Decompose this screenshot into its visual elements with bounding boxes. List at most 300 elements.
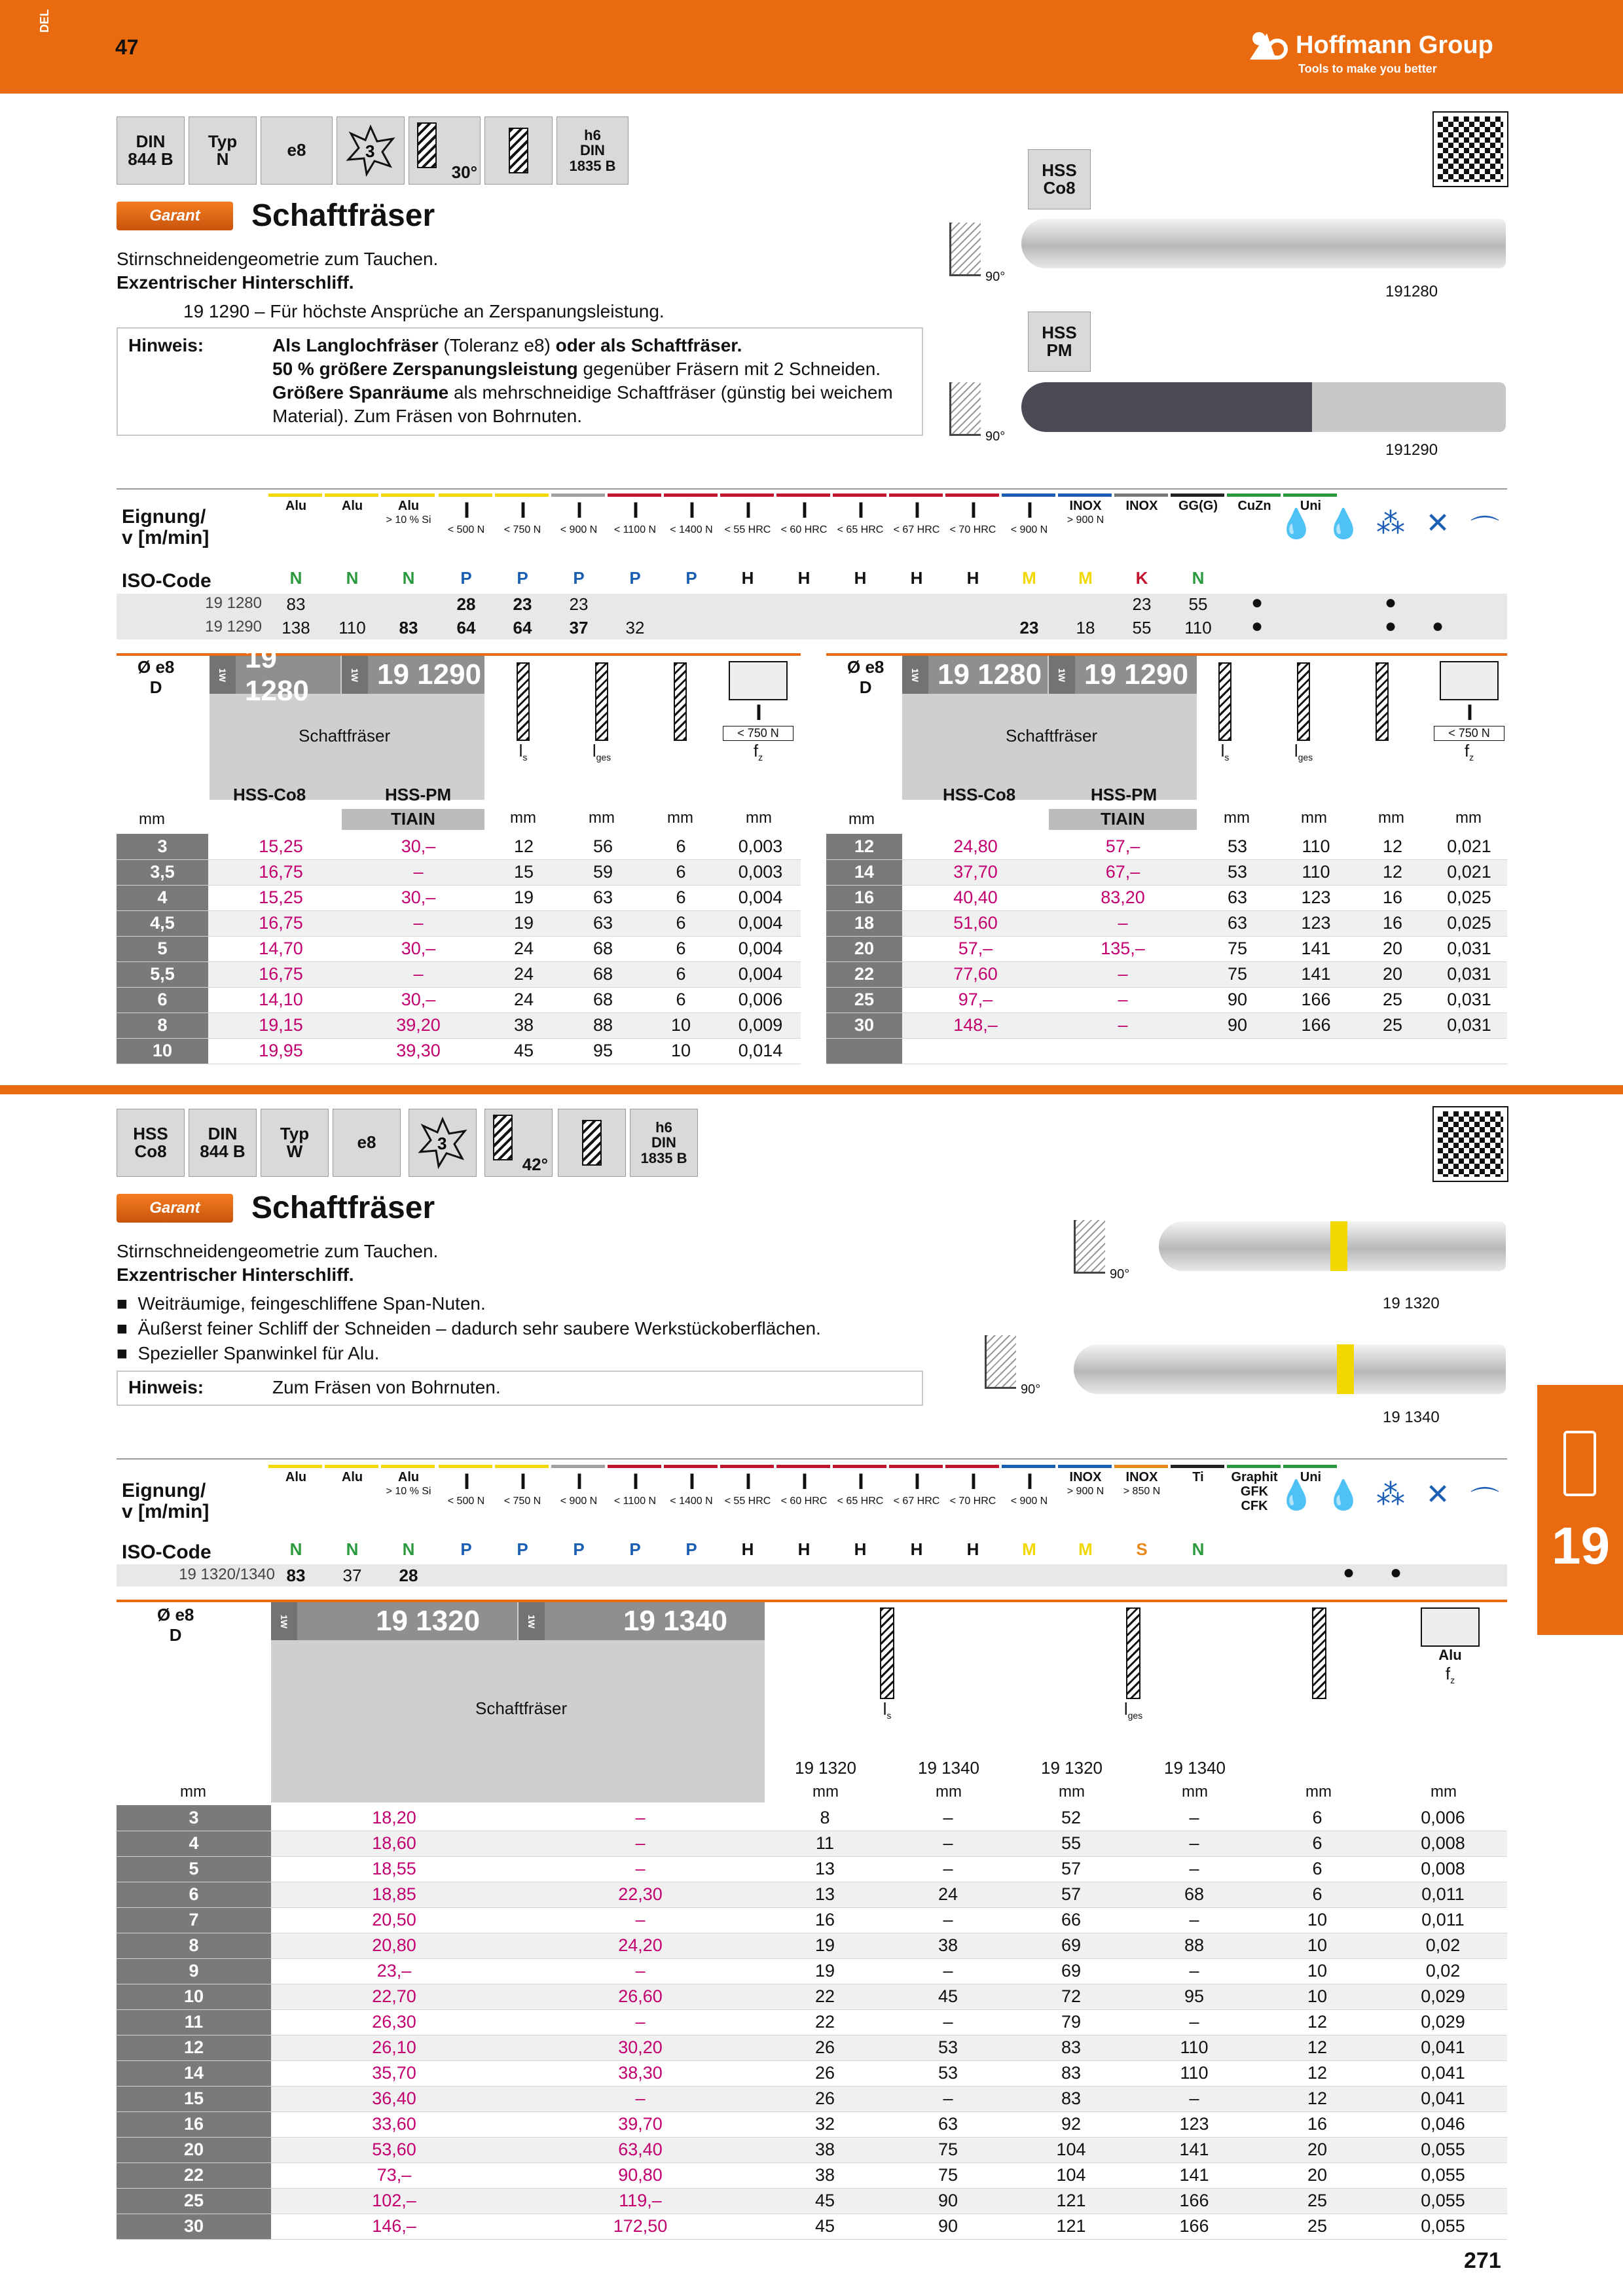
iso-code: N bbox=[402, 1539, 415, 1559]
material-column-header: INOX > 850 N bbox=[1123, 1470, 1161, 1497]
desc-line-2: Exzentrischer Hinterschliff. bbox=[117, 272, 354, 293]
material-column-header: I < 70 HRC bbox=[949, 1469, 996, 1507]
hoffmann-logo-icon bbox=[1247, 29, 1289, 61]
note-line-1: Als Langlochfräser (Toleranz e8) oder als Schaftfräser. bbox=[272, 335, 742, 355]
badge-flutes bbox=[337, 117, 405, 185]
col-tiain: TIAIN bbox=[1049, 809, 1197, 830]
angle-90-icon: 90° bbox=[949, 223, 981, 276]
material-column-header: I < 60 HRC bbox=[780, 498, 828, 536]
material-column-header: I < 67 HRC bbox=[893, 1469, 940, 1507]
speed-value: 138 bbox=[282, 618, 310, 637]
suitability-dot: ● bbox=[1250, 615, 1264, 637]
material-column-header: Alu bbox=[285, 1470, 307, 1484]
subheader-schaftfraeser: Schaftfräser bbox=[299, 726, 391, 745]
material-column-header: I < 1100 N bbox=[613, 1469, 657, 1507]
material-color-bar bbox=[1058, 1465, 1112, 1468]
iso-code: P bbox=[629, 568, 641, 588]
table-row: 25 97,– – 90 166 25 0,031 bbox=[826, 987, 1507, 1013]
data-table-right bbox=[826, 834, 1507, 1064]
speed-value: 37 bbox=[342, 1566, 362, 1585]
table-row: 22 73,– 90,80 38 75 104 141 20 0,055 bbox=[117, 2162, 1507, 2188]
suitability-dot: ● bbox=[1250, 592, 1264, 613]
dc-label-left: Ø e8 D bbox=[137, 657, 175, 698]
svg-text:3: 3 bbox=[437, 1134, 447, 1153]
dc-label-2: Ø e8 D bbox=[157, 1605, 194, 1645]
page-number-right: 271 bbox=[1464, 2248, 1501, 2273]
material-color-bar bbox=[1171, 493, 1224, 497]
badge-din: DIN 844 B bbox=[117, 117, 185, 185]
badge-plunge bbox=[484, 117, 553, 185]
material-column-header: INOX > 900 N bbox=[1067, 499, 1104, 526]
material-color-bar bbox=[551, 493, 605, 497]
speed-value: 83 bbox=[399, 618, 418, 637]
speed-value: 83 bbox=[286, 594, 306, 614]
col-hss-pm: HSS-PM bbox=[385, 785, 452, 804]
mql-icon: ⌒ bbox=[1470, 1486, 1499, 1518]
unit-mm: mm bbox=[667, 809, 693, 827]
material-column-header: GG(G) bbox=[1178, 499, 1218, 513]
l3-icon: $l_s$ bbox=[1189, 662, 1261, 762]
helix-angle: 30° bbox=[451, 162, 477, 182]
material-color-bar bbox=[551, 1465, 605, 1468]
unit-mm: mm bbox=[812, 1783, 839, 1801]
iso-code: H bbox=[741, 1539, 754, 1559]
eignung-label: Eignung/ v [m/min] bbox=[122, 506, 210, 548]
unit-mm: mm bbox=[1224, 809, 1250, 827]
material-color-bar bbox=[268, 1465, 322, 1468]
material-color-bar bbox=[1002, 1465, 1055, 1468]
lges-icon: $l_{ges}$ bbox=[566, 662, 638, 762]
l3-icon: $l_s$ bbox=[851, 1607, 923, 1721]
material-column-header: I < 500 N bbox=[447, 1469, 485, 1507]
subcol-header: 19 1320 bbox=[795, 1758, 856, 1778]
iso-code: K bbox=[1135, 568, 1148, 588]
material-color-bar bbox=[1114, 493, 1168, 497]
material-column-header: Ti bbox=[1192, 1470, 1204, 1484]
l3-icon: $l_s$ bbox=[487, 662, 559, 762]
table-row: 5 18,55 – 13 – 57 – 6 0,008 bbox=[117, 1856, 1507, 1882]
unit-mm: mm bbox=[1431, 1783, 1457, 1801]
subcol-header: 19 1340 bbox=[918, 1758, 979, 1778]
iso-code: H bbox=[854, 1539, 867, 1559]
material-column-header: I < 900 N bbox=[560, 1469, 598, 1507]
qr-code-icon[interactable] bbox=[1434, 113, 1507, 186]
tool3-code: 19 1320 bbox=[1383, 1295, 1440, 1312]
material-column-header: I < 67 HRC bbox=[893, 498, 940, 536]
section1-title: Schaftfräser bbox=[251, 198, 435, 233]
iso-code: N bbox=[1192, 568, 1205, 588]
iso-code: H bbox=[741, 568, 754, 588]
section-divider bbox=[0, 1085, 1623, 1094]
language-code: DEL bbox=[38, 9, 51, 33]
material-column-header: INOX > 900 N bbox=[1067, 1470, 1104, 1497]
fz-alu-icon: Alu $f_z$ bbox=[1414, 1607, 1486, 1685]
material-color-bar bbox=[664, 493, 718, 497]
iso-code: P bbox=[685, 568, 697, 588]
speed-value: 64 bbox=[456, 618, 476, 637]
table-row: 22 77,60 – 75 141 20 0,031 bbox=[826, 961, 1507, 987]
iso-code: H bbox=[910, 568, 923, 588]
note-text: Zum Fräsen von Bohrnuten. bbox=[272, 1377, 501, 1397]
chapter-number: 19 bbox=[1552, 1516, 1610, 1575]
brand-logo bbox=[1247, 29, 1493, 61]
material-color-bar bbox=[945, 1465, 999, 1468]
qr-code-icon[interactable] bbox=[1434, 1107, 1507, 1181]
material-color-bar bbox=[268, 493, 322, 497]
unit-mm: mm bbox=[746, 809, 772, 827]
iso-code: P bbox=[517, 1539, 528, 1559]
bullet-1: ■ Weiträumige, feingeschliffene Span-Nuten. bbox=[117, 1293, 486, 1314]
material-column-header: Alu bbox=[341, 499, 363, 513]
table-row: 4,5 16,75 – 19 63 6 0,004 bbox=[117, 910, 801, 936]
material-color-bar bbox=[439, 1465, 492, 1468]
material-color-bar bbox=[1002, 493, 1055, 497]
material-color-bar bbox=[381, 1465, 435, 1468]
material-column-header: I < 900 N bbox=[1010, 498, 1048, 536]
table-row: 20 57,– 135,– 75 141 20 0,031 bbox=[826, 936, 1507, 961]
table-row: 6 18,85 22,30 13 24 57 68 6 0,011 bbox=[117, 1882, 1507, 1907]
material-color-bar bbox=[664, 1465, 718, 1468]
eignung-row-code: 19 1290 bbox=[205, 618, 262, 636]
note-label: Hinweis: bbox=[128, 335, 204, 355]
subheader-schaftfraeser-2: Schaftfräser bbox=[475, 1698, 568, 1718]
cutting-length-icon bbox=[1346, 662, 1418, 741]
header-191320: 1W 19 1320 bbox=[271, 1602, 517, 1640]
table-row bbox=[826, 1038, 1507, 1064]
material-column-header: I < 1400 N bbox=[670, 1469, 713, 1507]
speed-value: 28 bbox=[399, 1566, 418, 1585]
badge-4 bbox=[409, 1109, 477, 1177]
data-table-left bbox=[117, 834, 801, 1064]
badge-2: Typ W bbox=[261, 1109, 329, 1177]
material-column-header: Alu > 10 % Si bbox=[386, 499, 431, 526]
tool-image-191320 bbox=[1159, 1221, 1506, 1271]
suitability-dot: ● bbox=[1384, 592, 1397, 613]
table-row: 16 40,40 83,20 63 123 16 0,025 bbox=[826, 885, 1507, 910]
tool1-material-badge: HSS Co8 bbox=[1028, 149, 1091, 209]
speed-value: 83 bbox=[286, 1566, 306, 1585]
table-row: 12 24,80 57,– 53 110 12 0,021 bbox=[826, 834, 1507, 859]
drill-icon bbox=[1563, 1431, 1596, 1496]
material-column-header: Alu > 10 % Si bbox=[386, 1470, 431, 1497]
col-hss-co8: HSS-Co8 bbox=[233, 785, 306, 804]
chapter-tab[interactable] bbox=[1537, 1385, 1623, 1635]
subcol-header: 19 1320 bbox=[1041, 1758, 1103, 1778]
iso-code: H bbox=[966, 568, 979, 588]
table-row: 15 36,40 – 26 – 83 – 12 0,041 bbox=[117, 2086, 1507, 2111]
material-color-bar bbox=[1058, 493, 1112, 497]
material-column-header: CuZn bbox=[1237, 499, 1271, 513]
header-191290: 1W 19 1290 bbox=[342, 656, 484, 694]
material-color-bar bbox=[1283, 1465, 1337, 1468]
bullet-3: ■ Spezieller Spanwinkel für Alu. bbox=[117, 1343, 380, 1363]
speed-value: 37 bbox=[569, 618, 589, 637]
tool-image-191340 bbox=[1074, 1344, 1506, 1394]
speed-value: 23 bbox=[513, 594, 532, 614]
dry-icon: ✕ bbox=[1425, 507, 1450, 539]
unit-mm: mm bbox=[1378, 809, 1404, 827]
iso-code: N bbox=[289, 568, 302, 588]
table-row: 4 15,25 30,– 19 63 6 0,004 bbox=[117, 885, 801, 910]
table-row: 8 19,15 39,20 38 88 10 0,009 bbox=[117, 1013, 801, 1038]
iso-code: P bbox=[629, 1539, 641, 1559]
eignung-row-code: 19 1320/1340 bbox=[179, 1566, 275, 1583]
material-color-bar bbox=[495, 1465, 549, 1468]
material-color-bar bbox=[776, 493, 830, 497]
coolant-drop-icon: 💧 bbox=[1278, 1479, 1315, 1511]
unit-mm: mm bbox=[1301, 809, 1327, 827]
material-column-header: Alu bbox=[341, 1470, 363, 1484]
badge-0: HSS Co8 bbox=[117, 1109, 185, 1177]
note-box bbox=[117, 327, 923, 436]
speed-value: 55 bbox=[1132, 618, 1152, 637]
material-color-bar bbox=[833, 493, 886, 497]
col-hss-co8: HSS-Co8 bbox=[943, 785, 1016, 804]
material-column-header: Graphit GFK CFK bbox=[1231, 1470, 1278, 1513]
badge-5: 42° bbox=[484, 1109, 553, 1177]
tool2-material-badge: HSS PM bbox=[1028, 312, 1091, 372]
subcol-header: 19 1340 bbox=[1164, 1758, 1226, 1778]
material-column-header: Uni bbox=[1300, 1470, 1322, 1484]
eignung-label-2: Eignung/ v [m/min] bbox=[122, 1480, 210, 1522]
table-row: 4 18,60 – 11 – 55 – 6 0,008 bbox=[117, 1831, 1507, 1856]
spray-icon: ⁂ bbox=[1376, 1479, 1405, 1511]
tool4-code: 19 1340 bbox=[1383, 1408, 1440, 1426]
iso-code: N bbox=[1192, 1539, 1205, 1559]
speed-value: 110 bbox=[1184, 618, 1212, 637]
iso-code: S bbox=[1136, 1539, 1148, 1559]
table-row: 30 146,– 172,50 45 90 121 166 25 0,055 bbox=[117, 2214, 1507, 2239]
iso-code-label-2: ISO-Code bbox=[122, 1541, 211, 1563]
section2-title: Schaftfräser bbox=[251, 1191, 435, 1225]
col-hss-pm: HSS-PM bbox=[1091, 785, 1158, 804]
dc-label-right: Ø e8 D bbox=[847, 657, 884, 698]
iso-code: N bbox=[402, 568, 415, 588]
header-191290-right: 1W 19 1290 bbox=[1049, 656, 1197, 694]
emulsion-drop-icon: 💧 bbox=[1325, 508, 1362, 540]
iso-code: P bbox=[573, 1539, 585, 1559]
speed-value: 28 bbox=[456, 594, 476, 614]
iso-code: N bbox=[289, 1539, 302, 1559]
material-color-bar bbox=[608, 493, 661, 497]
note-line-2: 50 % größere Zerspanungsleistung gegenüber Fräsern mit 2 Schneiden. bbox=[272, 359, 881, 379]
material-color-bar bbox=[1114, 1465, 1168, 1468]
fz-icon: I < 750 N $f_z$ bbox=[723, 661, 793, 762]
unit-mm: mm bbox=[936, 1783, 962, 1801]
speed-value: 55 bbox=[1188, 594, 1208, 614]
badge-helix bbox=[409, 117, 481, 185]
iso-code: M bbox=[1078, 1539, 1093, 1559]
tool2-code: 191290 bbox=[1385, 441, 1438, 459]
iso-code: P bbox=[460, 1539, 472, 1559]
badge-type: Typ N bbox=[189, 117, 257, 185]
table-row: 11 26,30 – 22 – 79 – 12 0,029 bbox=[117, 2009, 1507, 2035]
table-row: 10 19,95 39,30 45 95 10 0,014 bbox=[117, 1038, 801, 1064]
table-row: 5,5 16,75 – 24 68 6 0,004 bbox=[117, 961, 801, 987]
table-row: 9 23,– – 19 – 69 – 10 0,02 bbox=[117, 1958, 1507, 1984]
material-column-header: I < 1400 N bbox=[670, 498, 713, 536]
note-box-2 bbox=[117, 1371, 923, 1406]
speed-value: 23 bbox=[1132, 594, 1152, 614]
note-line-4: Material). Zum Fräsen von Bohrnuten. bbox=[272, 406, 583, 426]
coolant-drop-icon: 💧 bbox=[1278, 508, 1315, 540]
suitability-dot: ● bbox=[1342, 1562, 1355, 1583]
tool1-code: 191280 bbox=[1385, 283, 1438, 300]
mm-label: mm bbox=[139, 810, 165, 828]
unit-mm: mm bbox=[1182, 1783, 1208, 1801]
iso-code: M bbox=[1022, 1539, 1036, 1559]
material-color-bar bbox=[720, 493, 774, 497]
tool-image-191280 bbox=[1021, 219, 1506, 268]
desc-line-3: 19 1290 – Für höchste Ansprüche an Zerspanungsleistung. bbox=[183, 301, 665, 321]
garant-logo: Garant bbox=[117, 202, 233, 230]
material-color-bar bbox=[495, 493, 549, 497]
iso-code: P bbox=[573, 568, 585, 588]
eignung-row-code: 19 1280 bbox=[205, 594, 262, 612]
iso-code: N bbox=[346, 1539, 359, 1559]
table-row: 30 148,– – 90 166 25 0,031 bbox=[826, 1013, 1507, 1038]
material-column-header: Uni bbox=[1300, 499, 1322, 513]
suitability-dot: ● bbox=[1389, 1562, 1402, 1583]
badge-6: h6 DIN 1835 B bbox=[630, 1109, 698, 1177]
table-row: 5 14,70 30,– 24 68 6 0,004 bbox=[117, 936, 801, 961]
brand-tagline: Tools to make you better bbox=[1298, 62, 1437, 75]
helix-icon bbox=[493, 1115, 513, 1160]
iso-code: H bbox=[797, 568, 811, 588]
table-row: 10 22,70 26,60 22 45 72 95 10 0,029 bbox=[117, 1984, 1507, 2009]
data-table-2 bbox=[117, 1805, 1507, 2240]
iso-code-label: ISO-Code bbox=[122, 570, 211, 592]
material-color-bar bbox=[776, 1465, 830, 1468]
angle-90-icon: 90° bbox=[1074, 1220, 1105, 1274]
badge-tolerance: e8 bbox=[261, 117, 333, 185]
speed-value: 18 bbox=[1076, 618, 1095, 637]
material-color-bar bbox=[889, 493, 943, 497]
plunge-icon bbox=[509, 128, 528, 173]
table-row: 14 35,70 38,30 26 53 83 110 12 0,041 bbox=[117, 2060, 1507, 2086]
mm-label: mm bbox=[848, 810, 875, 828]
plunge-icon bbox=[558, 1109, 626, 1177]
material-column-header: I < 65 HRC bbox=[837, 498, 884, 536]
material-column-header: I < 55 HRC bbox=[724, 498, 771, 536]
iso-code: M bbox=[1022, 568, 1036, 588]
material-column-header: I < 65 HRC bbox=[837, 1469, 884, 1507]
header-191340: 1W 19 1340 bbox=[519, 1602, 765, 1640]
iso-code: H bbox=[910, 1539, 923, 1559]
material-color-bar bbox=[833, 1465, 886, 1468]
material-column-header: I < 900 N bbox=[1010, 1469, 1048, 1507]
material-column-header: I < 60 HRC bbox=[780, 1469, 828, 1507]
page-number-left: 47 bbox=[115, 35, 139, 59]
emulsion-drop-icon: 💧 bbox=[1325, 1479, 1362, 1511]
table-row: 14 37,70 67,– 53 110 12 0,021 bbox=[826, 859, 1507, 885]
material-column-header: I < 750 N bbox=[503, 498, 541, 536]
cutting-length-icon bbox=[644, 662, 716, 741]
material-column-header: I < 55 HRC bbox=[724, 1469, 771, 1507]
material-column-header: I < 70 HRC bbox=[949, 498, 996, 536]
angle-90-icon: 90° bbox=[985, 1335, 1016, 1389]
material-color-bar bbox=[1227, 493, 1281, 497]
speed-value: 23 bbox=[569, 594, 589, 614]
table-row: 18 51,60 – 63 123 16 0,025 bbox=[826, 910, 1507, 936]
speed-value: 64 bbox=[513, 618, 532, 637]
speed-value: 110 bbox=[338, 618, 366, 637]
fz-icon: I < 750 N $f_z$ bbox=[1434, 661, 1504, 762]
col-tiain: TIAIN bbox=[342, 809, 484, 830]
mql-icon: ⌒ bbox=[1470, 514, 1499, 547]
table-row: 3 15,25 30,– 12 56 6 0,003 bbox=[117, 834, 801, 859]
bullet-2: ■ Äußerst feiner Schliff der Schneiden – dadurch sehr saubere Werkstückoberflächen. bbox=[117, 1318, 821, 1338]
table-row: 12 26,10 30,20 26 53 83 110 12 0,041 bbox=[117, 2035, 1507, 2060]
material-color-bar bbox=[381, 493, 435, 497]
material-color-bar bbox=[325, 1465, 378, 1468]
material-column-header: I < 750 N bbox=[503, 1469, 541, 1507]
iso-code: H bbox=[966, 1539, 979, 1559]
header-191280: 1W 19 1280 bbox=[210, 656, 340, 694]
iso-code: M bbox=[1078, 568, 1093, 588]
angle-90-icon: 90° bbox=[949, 382, 981, 436]
suitability-dot: ● bbox=[1384, 615, 1397, 637]
material-column-header: Alu bbox=[285, 499, 307, 513]
unit-mm: mm bbox=[589, 809, 615, 827]
table-row: 3,5 16,75 – 15 59 6 0,003 bbox=[117, 859, 801, 885]
unit-mm: mm bbox=[510, 809, 536, 827]
speed-value: 32 bbox=[625, 618, 645, 637]
dry-icon: ✕ bbox=[1425, 1479, 1450, 1511]
note-line-3: Größere Spanräume als mehrschneidige Schaftfräser (günstig bei weichem bbox=[272, 382, 893, 403]
desc2-line-2: Exzentrischer Hinterschliff. bbox=[117, 1265, 354, 1285]
iso-code: P bbox=[460, 568, 472, 588]
material-color-bar bbox=[325, 493, 378, 497]
table-row: 8 20,80 24,20 19 38 69 88 10 0,02 bbox=[117, 1933, 1507, 1958]
lges-icon: $l_{ges}$ bbox=[1097, 1607, 1169, 1721]
material-column-header: I < 500 N bbox=[447, 498, 485, 536]
iso-code: N bbox=[346, 568, 359, 588]
material-color-bar bbox=[945, 493, 999, 497]
badge-3: e8 bbox=[333, 1109, 401, 1177]
table-row: 20 53,60 63,40 38 75 104 141 20 0,055 bbox=[117, 2137, 1507, 2162]
table-row: 7 20,50 – 16 – 66 – 10 0,011 bbox=[117, 1907, 1507, 1933]
lges-icon: $l_{ges}$ bbox=[1267, 662, 1340, 762]
material-color-bar bbox=[720, 1465, 774, 1468]
subheader-schaftfraeser: Schaftfräser bbox=[1006, 726, 1098, 745]
garant-logo: Garant bbox=[117, 1194, 233, 1223]
table-row: 25 102,– 119,– 45 90 121 166 25 0,055 bbox=[117, 2188, 1507, 2214]
flute-star-icon bbox=[344, 124, 397, 177]
tool-image-191290 bbox=[1021, 382, 1506, 432]
suitability-dot: ● bbox=[1431, 615, 1444, 637]
helix-icon bbox=[417, 122, 437, 168]
unit-mm: mm bbox=[1305, 1783, 1332, 1801]
material-column-header: I < 1100 N bbox=[613, 498, 657, 536]
spray-icon: ⁂ bbox=[1376, 507, 1405, 539]
iso-code: P bbox=[685, 1539, 697, 1559]
table-row: 6 14,10 30,– 24 68 6 0,006 bbox=[117, 987, 801, 1013]
badge-shank: h6 DIN 1835 B bbox=[556, 117, 629, 185]
iso-code: P bbox=[517, 568, 528, 588]
note-label: Hinweis: bbox=[128, 1377, 204, 1397]
material-color-bar bbox=[1227, 1465, 1281, 1468]
unit-mm: mm bbox=[1059, 1783, 1085, 1801]
material-color-bar bbox=[439, 493, 492, 497]
material-color-bar bbox=[889, 1465, 943, 1468]
material-color-bar bbox=[608, 1465, 661, 1468]
material-column-header: INOX bbox=[1125, 499, 1158, 513]
header-191280-right: 1W 19 1280 bbox=[902, 656, 1048, 694]
speed-value: 23 bbox=[1019, 618, 1039, 637]
brand-name: Hoffmann Group bbox=[1296, 31, 1493, 59]
unit-mm: mm bbox=[1455, 809, 1482, 827]
